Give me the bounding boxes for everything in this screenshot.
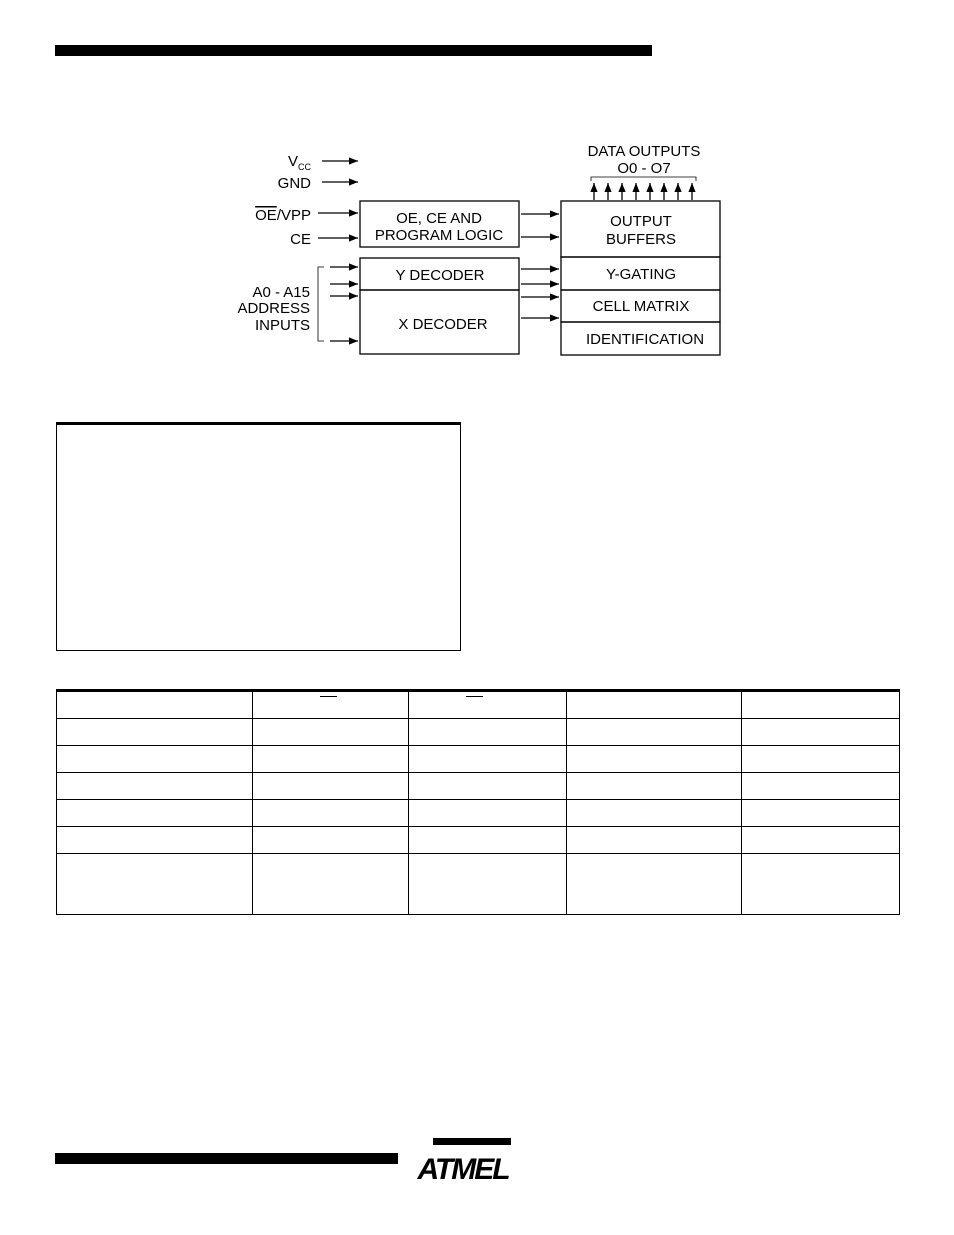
table-row [57,800,900,827]
address-label-line3: INPUTS [254,317,310,334]
y-decoder-label: Y DECODER [395,267,485,284]
cell-matrix-label: CELL MATRIX [592,298,690,315]
atmel-logo [413,1136,513,1184]
table-header-cell-overlined [253,691,409,719]
output-buffers-line1: OUTPUT [610,213,672,230]
data-outputs-line1: DATA OUTPUTS [587,143,701,160]
table-header-cell [57,691,253,719]
table-row [57,719,900,746]
table-row [57,854,900,915]
address-label-line1: A0 - A15 [252,284,310,301]
control-logic-line1: OE, CE AND [396,210,482,227]
x-decoder-label: X DECODER [398,316,488,333]
address-bracket [318,267,324,341]
gnd-label: GND [277,175,311,192]
operating-modes-table [56,689,900,915]
table-header-cell [742,691,900,719]
y-gating-label: Y-GATING [605,266,677,283]
table-header-cell-overlined [409,691,567,719]
ce-label: CE [290,231,311,248]
block-diagram [0,0,954,420]
table-row [57,827,900,854]
output-buffers-line2: BUFFERS [605,231,677,248]
logo-top-bar [433,1138,511,1145]
overline-mark [320,696,337,697]
vcc-label: $V_{CC}$ [288,153,312,172]
table-row [57,773,900,800]
oe-vpp-label: OE/VPP [255,207,311,224]
logo-wordmark: ATMEL [417,1153,509,1184]
data-outputs-bracket [591,177,696,181]
data-output-arrows [594,183,692,200]
table-header-row [57,691,900,719]
footer-rule [55,1153,398,1164]
table-row [57,746,900,773]
identification-label: IDENTIFICATION [585,331,705,348]
overline-mark [466,696,483,697]
data-outputs-line2: O0 - O7 [617,160,671,177]
table-header-cell [567,691,742,719]
control-logic-line2: PROGRAM LOGIC [374,227,504,244]
address-label-line2: ADDRESS [237,300,310,317]
empty-content-box [56,422,461,651]
